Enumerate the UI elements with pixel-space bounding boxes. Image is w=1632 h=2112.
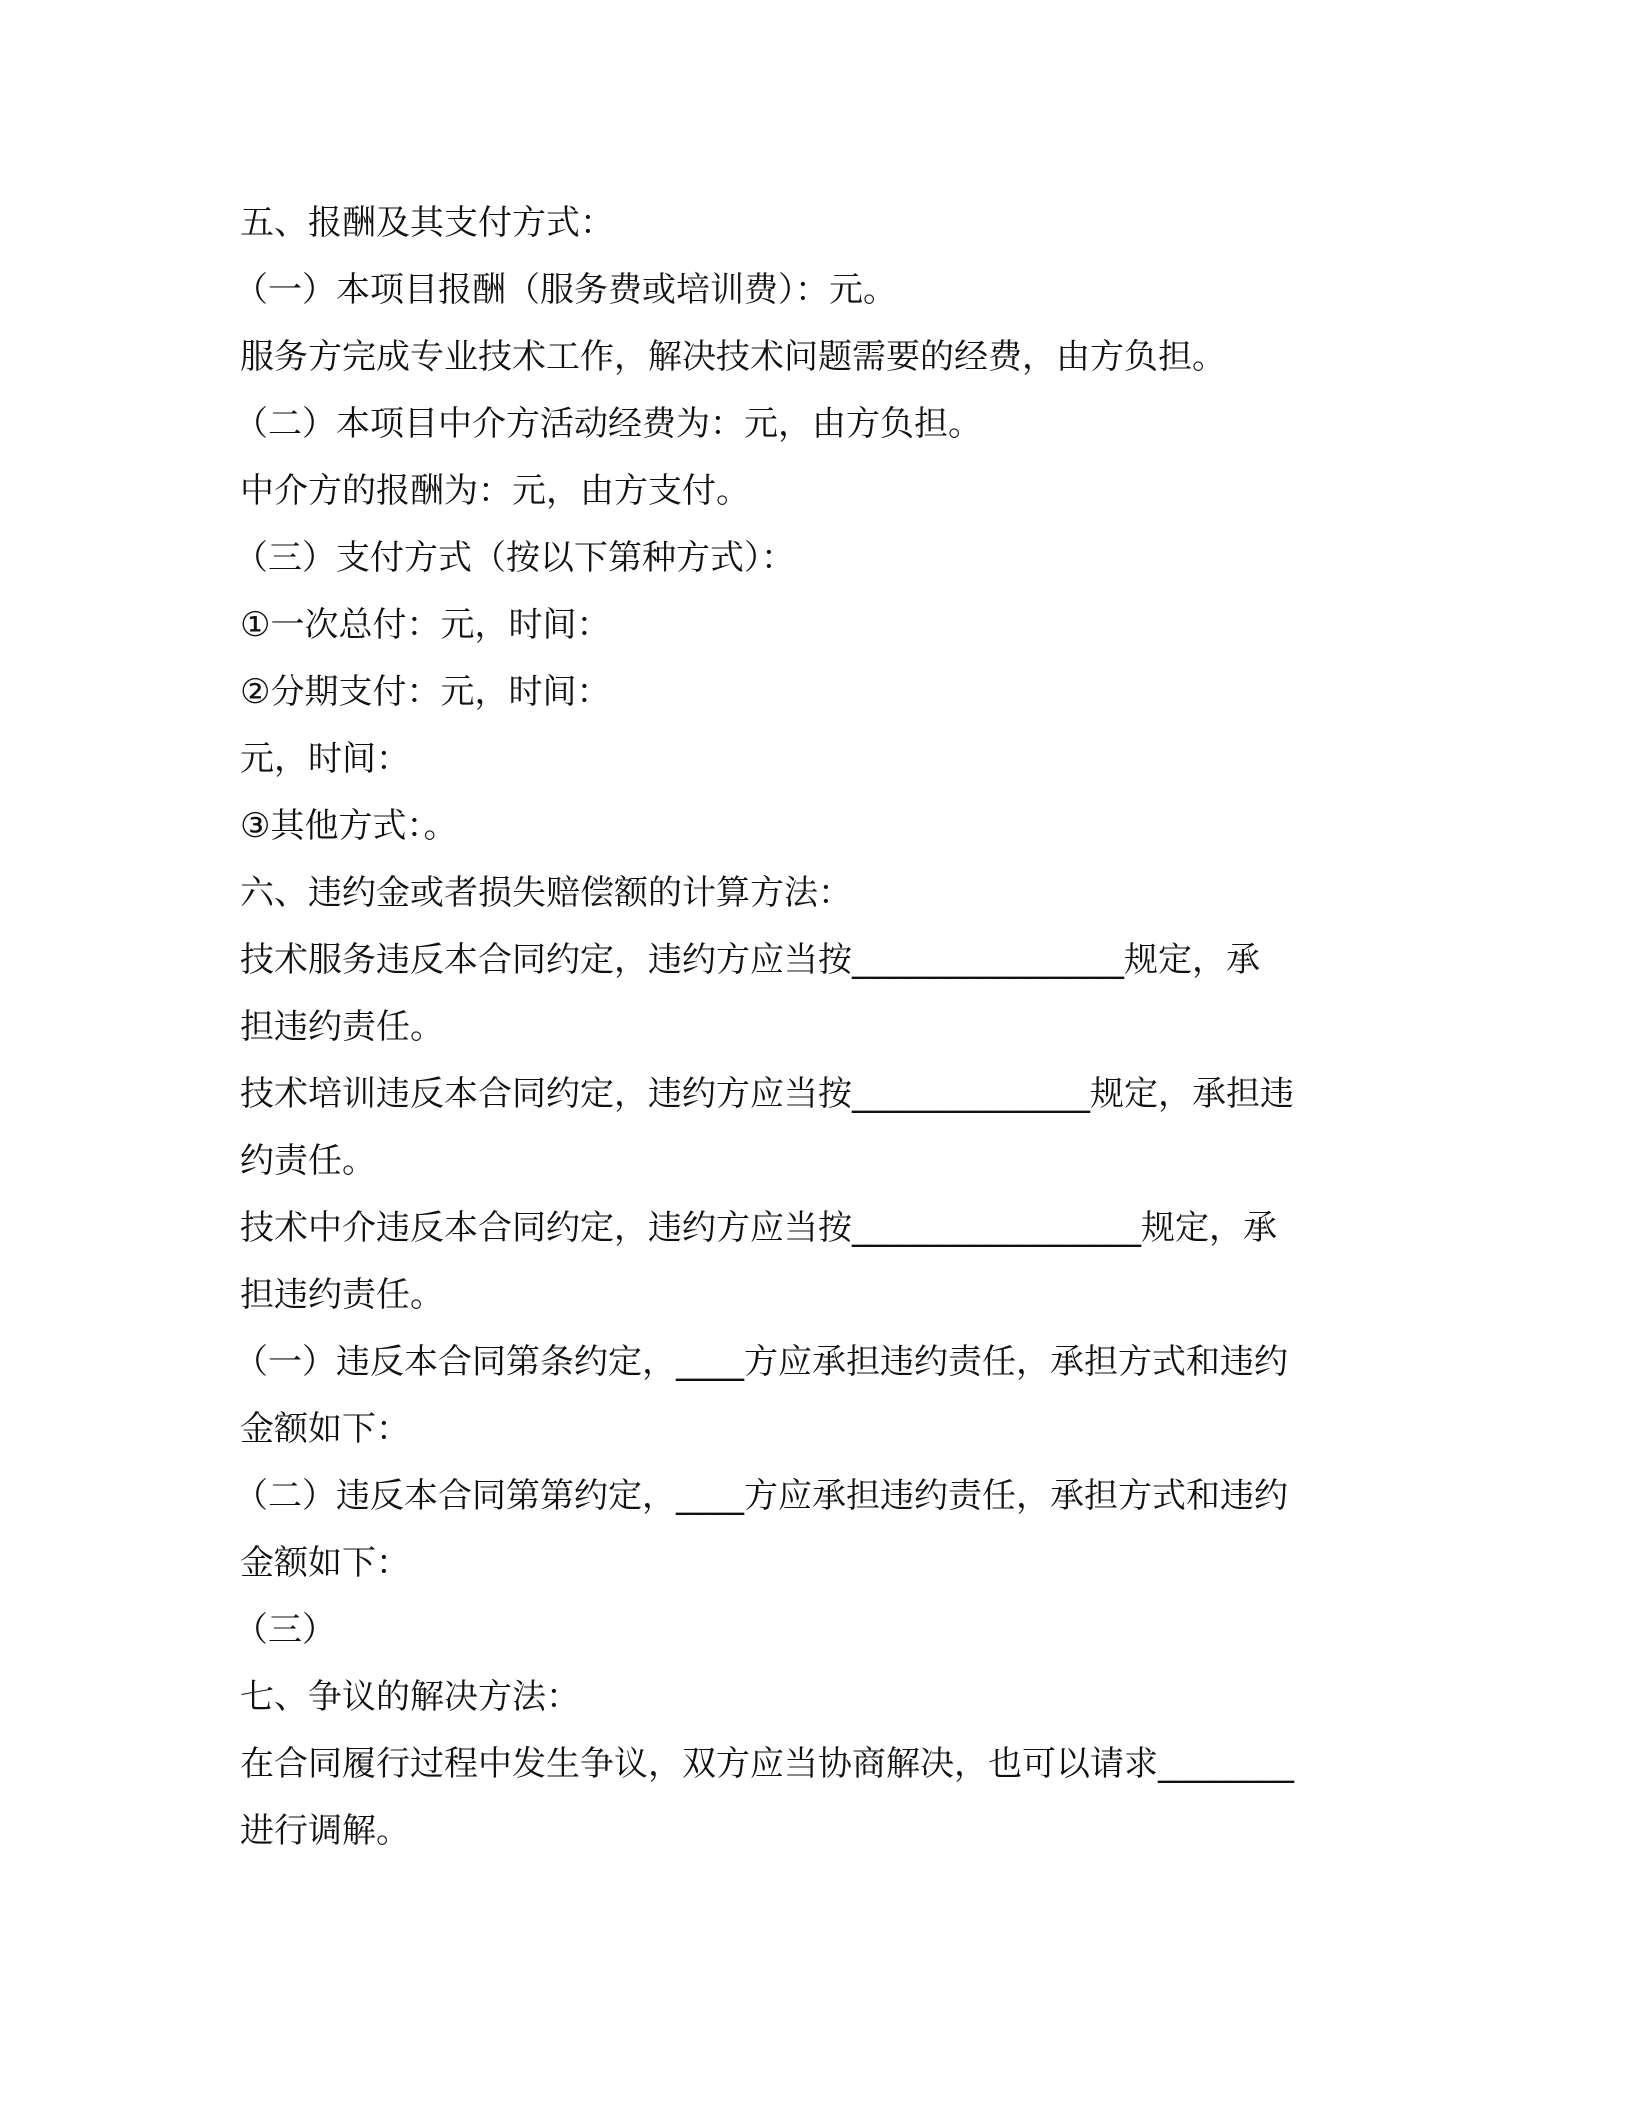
document-body bbox=[234, 190, 1390, 1865]
paragraph-service-breach: 技术服务违反本合同约定，违约方应当按________________规定，承 bbox=[240, 940, 1260, 980]
paragraph-intermediary-breach: 技术中介违反本合同约定，违约方应当按_________________规定，承 bbox=[240, 1208, 1277, 1248]
paragraph-training-breach: 技术培训违反本合同约定，违约方应当按______________规定，承担违 bbox=[240, 1074, 1294, 1114]
section-heading-remuneration: 五、报酬及其支付方式： bbox=[240, 203, 614, 243]
paragraph-service-breach-continued: 担违约责任。 bbox=[240, 1007, 444, 1047]
clause-project-fee: （一）本项目报酬（服务费或培训费）：元。 bbox=[234, 270, 897, 310]
paragraph-intermediary-fee: 中介方的报酬为：元，由方支付。 bbox=[240, 471, 750, 511]
paragraph-training-breach-continued: 约责任。 bbox=[240, 1141, 376, 1181]
payment-option-installment: ②分期支付：元，时间： bbox=[240, 672, 611, 712]
payment-option-other: ③其他方式：。 bbox=[240, 806, 458, 846]
section-heading-damages: 六、违约金或者损失赔偿额的计算方法： bbox=[240, 873, 852, 913]
paragraph-dispute-resolution-continued: 进行调解。 bbox=[240, 1811, 410, 1851]
clause-breach-one: （一）违反本合同第条约定，____方应承担违约责任，承担方式和违约 bbox=[234, 1342, 1288, 1382]
clause-payment-method: （三）支付方式（按以下第种方式）： bbox=[234, 538, 795, 578]
paragraph-intermediary-breach-continued: 担违约责任。 bbox=[240, 1275, 444, 1315]
payment-option-installment-continued: 元，时间： bbox=[240, 739, 410, 779]
clause-breach-two-continued: 金额如下： bbox=[240, 1543, 410, 1583]
payment-option-lump-sum: ①一次总付：元，时间： bbox=[240, 605, 611, 645]
clause-intermediary-expenses: （二）本项目中介方活动经费为：元，由方负担。 bbox=[234, 404, 982, 444]
clause-breach-one-continued: 金额如下： bbox=[240, 1409, 410, 1449]
paragraph-service-funding: 服务方完成专业技术工作，解决技术问题需要的经费，由方负担。 bbox=[240, 337, 1226, 377]
clause-breach-three: （三） bbox=[234, 1610, 336, 1650]
clause-breach-two: （二）违反本合同第第约定，____方应承担违约责任，承担方式和违约 bbox=[234, 1476, 1288, 1516]
section-heading-dispute: 七、争议的解决方法： bbox=[240, 1677, 580, 1717]
paragraph-dispute-resolution: 在合同履行过程中发生争议，双方应当协商解决，也可以请求________ bbox=[240, 1744, 1294, 1784]
